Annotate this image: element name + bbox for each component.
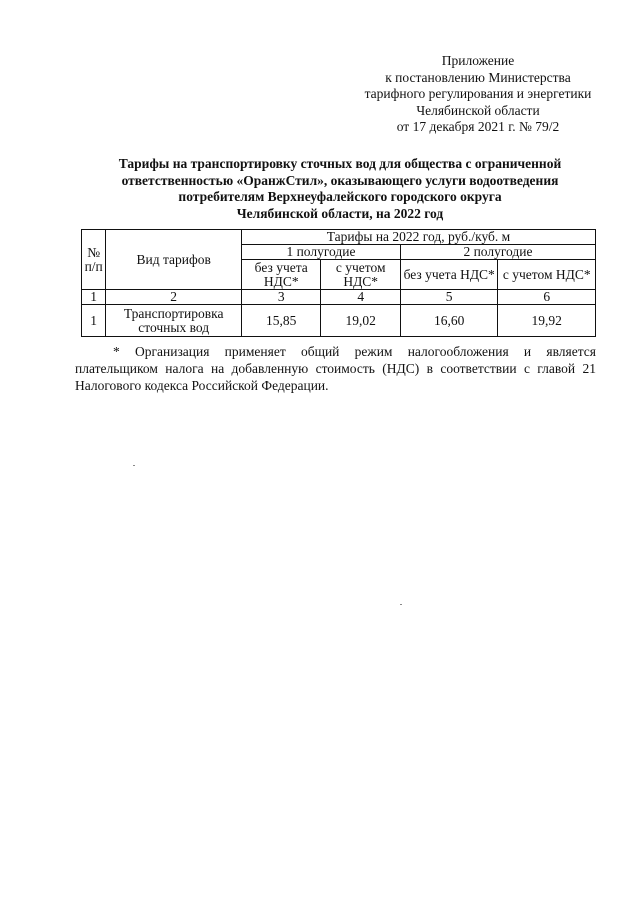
col-header-tariffs: Тарифы на 2022 год, руб./куб. м (242, 230, 596, 245)
scan-speck (400, 604, 402, 605)
footnote-first-line: * Организация применяет общий режим налогообложения и является (113, 344, 596, 359)
index-cell: 5 (400, 290, 497, 305)
tariff-type-cell: Транспортировка сточных вод (106, 305, 242, 337)
appendix-line: к постановлению Министерства (385, 69, 571, 85)
table-row (82, 305, 596, 337)
document-title (60, 156, 620, 222)
appendix-header (340, 53, 616, 136)
table-index-row (82, 290, 596, 305)
scan-speck (133, 465, 135, 466)
appendix-line: тарифного регулирования и энергетики (364, 86, 592, 101)
col-header-h2-without-vat: без учета НДС* (400, 260, 497, 290)
h1-with-vat-cell: 19,02 (321, 305, 400, 337)
tariffs-table (81, 229, 596, 337)
col-header-h1-with-vat: с учетом НДС* (321, 260, 400, 290)
col-header-type: Вид тарифов (106, 230, 242, 290)
col-header-h2-with-vat: с учетом НДС* (498, 260, 596, 290)
table-header-row (82, 230, 596, 245)
vat-footnote (75, 343, 596, 394)
footnote-continuation: плательщиком налога на добавленную стоимость (НДС) в соответствии с главой 21 Налогового кодекса Российской Федерации. (75, 361, 596, 393)
index-cell: 2 (106, 290, 242, 305)
col-header-number: № п/п (82, 230, 106, 290)
h2-with-vat-cell: 19,92 (498, 305, 596, 337)
title-line: Тарифы на транспортировку сточных вод для общества с ограниченной (118, 156, 562, 171)
appendix-date-line: от 17 декабря 2021 г. № 79/2 (396, 119, 560, 134)
col-header-half1: 1 полугодие (242, 245, 401, 260)
title-line: Челябинской области, на 2022 год (236, 205, 444, 221)
title-line: потребителям Верхнеуфалейского городского округа (178, 189, 502, 204)
index-cell: 1 (82, 290, 106, 305)
h1-without-vat-cell: 15,85 (242, 305, 321, 337)
row-number-cell: 1 (82, 305, 106, 337)
index-cell: 4 (321, 290, 400, 305)
appendix-line: Приложение (441, 53, 515, 68)
h2-without-vat-cell: 16,60 (400, 305, 497, 337)
index-cell: 3 (242, 290, 321, 305)
index-cell: 6 (498, 290, 596, 305)
appendix-line: Челябинской области (416, 102, 540, 118)
col-header-half2: 2 полугодие (400, 245, 595, 260)
col-header-h1-without-vat: без учета НДС* (242, 260, 321, 290)
title-line: ответственностью «ОранжСтил», оказывающего услуги водоотведения (121, 172, 559, 188)
